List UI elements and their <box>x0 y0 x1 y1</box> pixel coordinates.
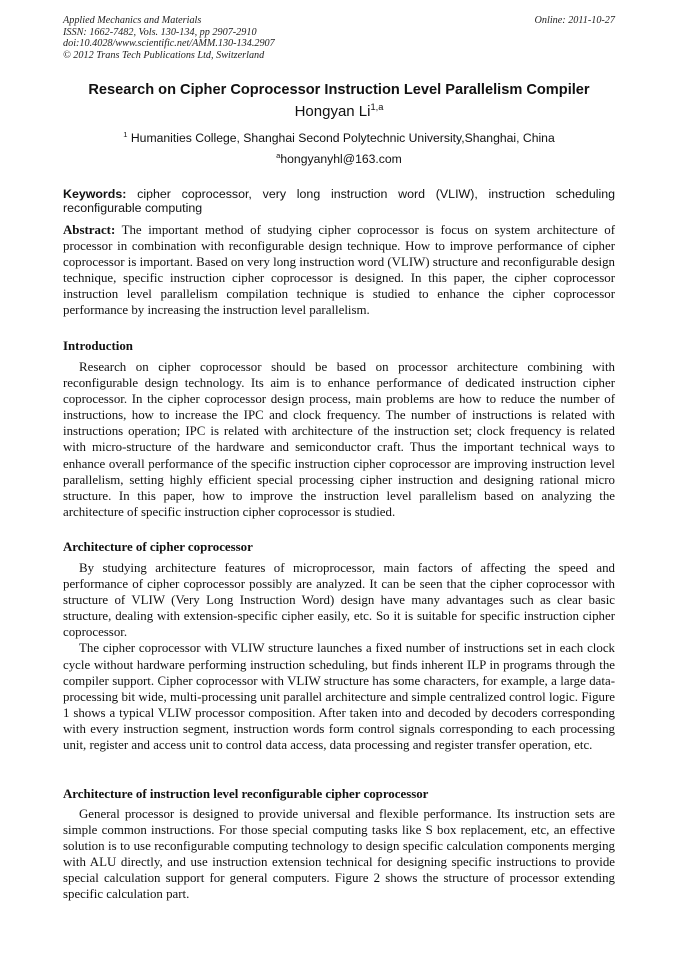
paragraph: By studying architecture features of microprocessor, main factors of affecting the speed and performance of cipher coprocessor possibly are analyzed. It can be seen that the cipher coprocessor with structure of VLIW (Very Long Instruction Word) design have many advantages such as clear basic structure, dealing with extension-specific cipher easily, etc. So it is suitable for specific instruction cipher coprocessor. <box>63 561 615 640</box>
issn-line: ISSN: 1662-7482, Vols. 130-134, pp 2907-2910 <box>63 26 257 38</box>
section-reconfigurable-body <box>63 806 615 903</box>
paragraph: Research on cipher coprocessor should be based on processor architecture combining with reconfigurable design technology. Its aim is to enhance performance of dedicated instruction cipher coprocessor. In the cipher coprocessor design process, main problems are how to reduce the number of instructions, how to increase the IPC and clock frequency. The number of instructions is related with instructions operation; IPC is related with architecture of the instruction set; clock frequency is related with micro-structure of the hardware and semiconductor craft. Thus the important technical ways to enhance overall performance of the specific instruction cipher coprocessor are improving instruction level parallelism, setting highly efficient special processing cipher instruction and designing rational micro structure. In this paper, how to improve the instruction level parallelism based on analyzing the architecture of specific instruction cipher coprocessor is studied. <box>63 360 615 519</box>
section-architecture-body <box>63 560 615 753</box>
email-address: hongyanyhl@163.com <box>280 152 402 166</box>
section-introduction-body <box>63 359 615 520</box>
abstract-label: Abstract: <box>63 223 116 237</box>
keywords-text: cipher coprocessor, very long instruction word (VLIW), instruction scheduling reconfigurable computing <box>63 187 615 216</box>
paragraph: The cipher coprocessor with VLIW structure launches a fixed number of instructions set in each clock cycle without hardware performing instruction scheduling, but finds inherent ILP in programs through the compiler support. Cipher coprocessor with VLIW structure has some characters, for example, a large data-processing bit wide, multi-processing unit parallel architecture and simple centralized control logic. Figure 1 shows a typical VLIW processor composition. After taken into and decoded by decoders corresponding with every instruction segment, instruction words form control signals corresponding to each processing unit, register and access unit to control data access, data processing and register transfer operation, etc. <box>63 641 615 753</box>
section-heading-reconfigurable: Architecture of instruction level reconfigurable cipher coprocessor <box>63 787 429 801</box>
paper-title: Research on Cipher Coprocessor Instruction Level Parallelism Compiler <box>88 82 590 98</box>
email-line <box>40 151 638 167</box>
author-name: Hongyan Li <box>294 103 371 120</box>
online-date: Online: 2011-10-27 <box>534 15 615 26</box>
doi-line: doi:10.4028/www.scientific.net/AMM.130-134.2907 <box>63 38 275 50</box>
affiliation-text: Humanities College, Shanghai Second Polytechnic University,Shanghai, China <box>130 131 555 145</box>
email-superscript: a <box>276 150 281 160</box>
paragraph: General processor is designed to provide universal and flexible performance. Its instruction sets are simple common instructions. For those special computing tasks like S box replacement, etc, an effective solution is to use reconfigurable computing technology to design specific calculation components merging with ALU directly, and use instruction extension technical for designing specific instructions to provide special calculation support for general computers. Figure 2 shows the structure of processor extending specific calculation part. <box>63 807 615 902</box>
journal-name: Applied Mechanics and Materials <box>63 15 202 26</box>
affiliation-superscript: 1 <box>123 129 128 139</box>
abstract-text: The important method of studying cipher coprocessor is focus on system architecture of processor in combination with reconfigurable design technique. How to improve performance of cipher coprocessor is important. Based on very long instruction word (VLIW) structure and reconfigurable design technique, specific instruction cipher coprocessor is designed. In this paper, the cipher coprocessor instruction level parallelism compilation technique is studied to enhance the cipher coprocessor performance by increasing the instruction level parallelism. <box>63 223 615 318</box>
copyright-line: © 2012 Trans Tech Publications Ltd, Switzerland <box>63 49 265 61</box>
author-superscript: 1,a <box>370 102 384 112</box>
running-header <box>63 15 615 61</box>
affiliation-line <box>40 130 638 146</box>
author-line <box>40 102 638 122</box>
keywords-label: Keywords: <box>63 187 127 201</box>
section-heading-architecture: Architecture of cipher coprocessor <box>63 540 253 554</box>
keywords-block <box>63 187 615 216</box>
abstract-block <box>63 222 615 319</box>
section-heading-introduction: Introduction <box>63 339 133 353</box>
